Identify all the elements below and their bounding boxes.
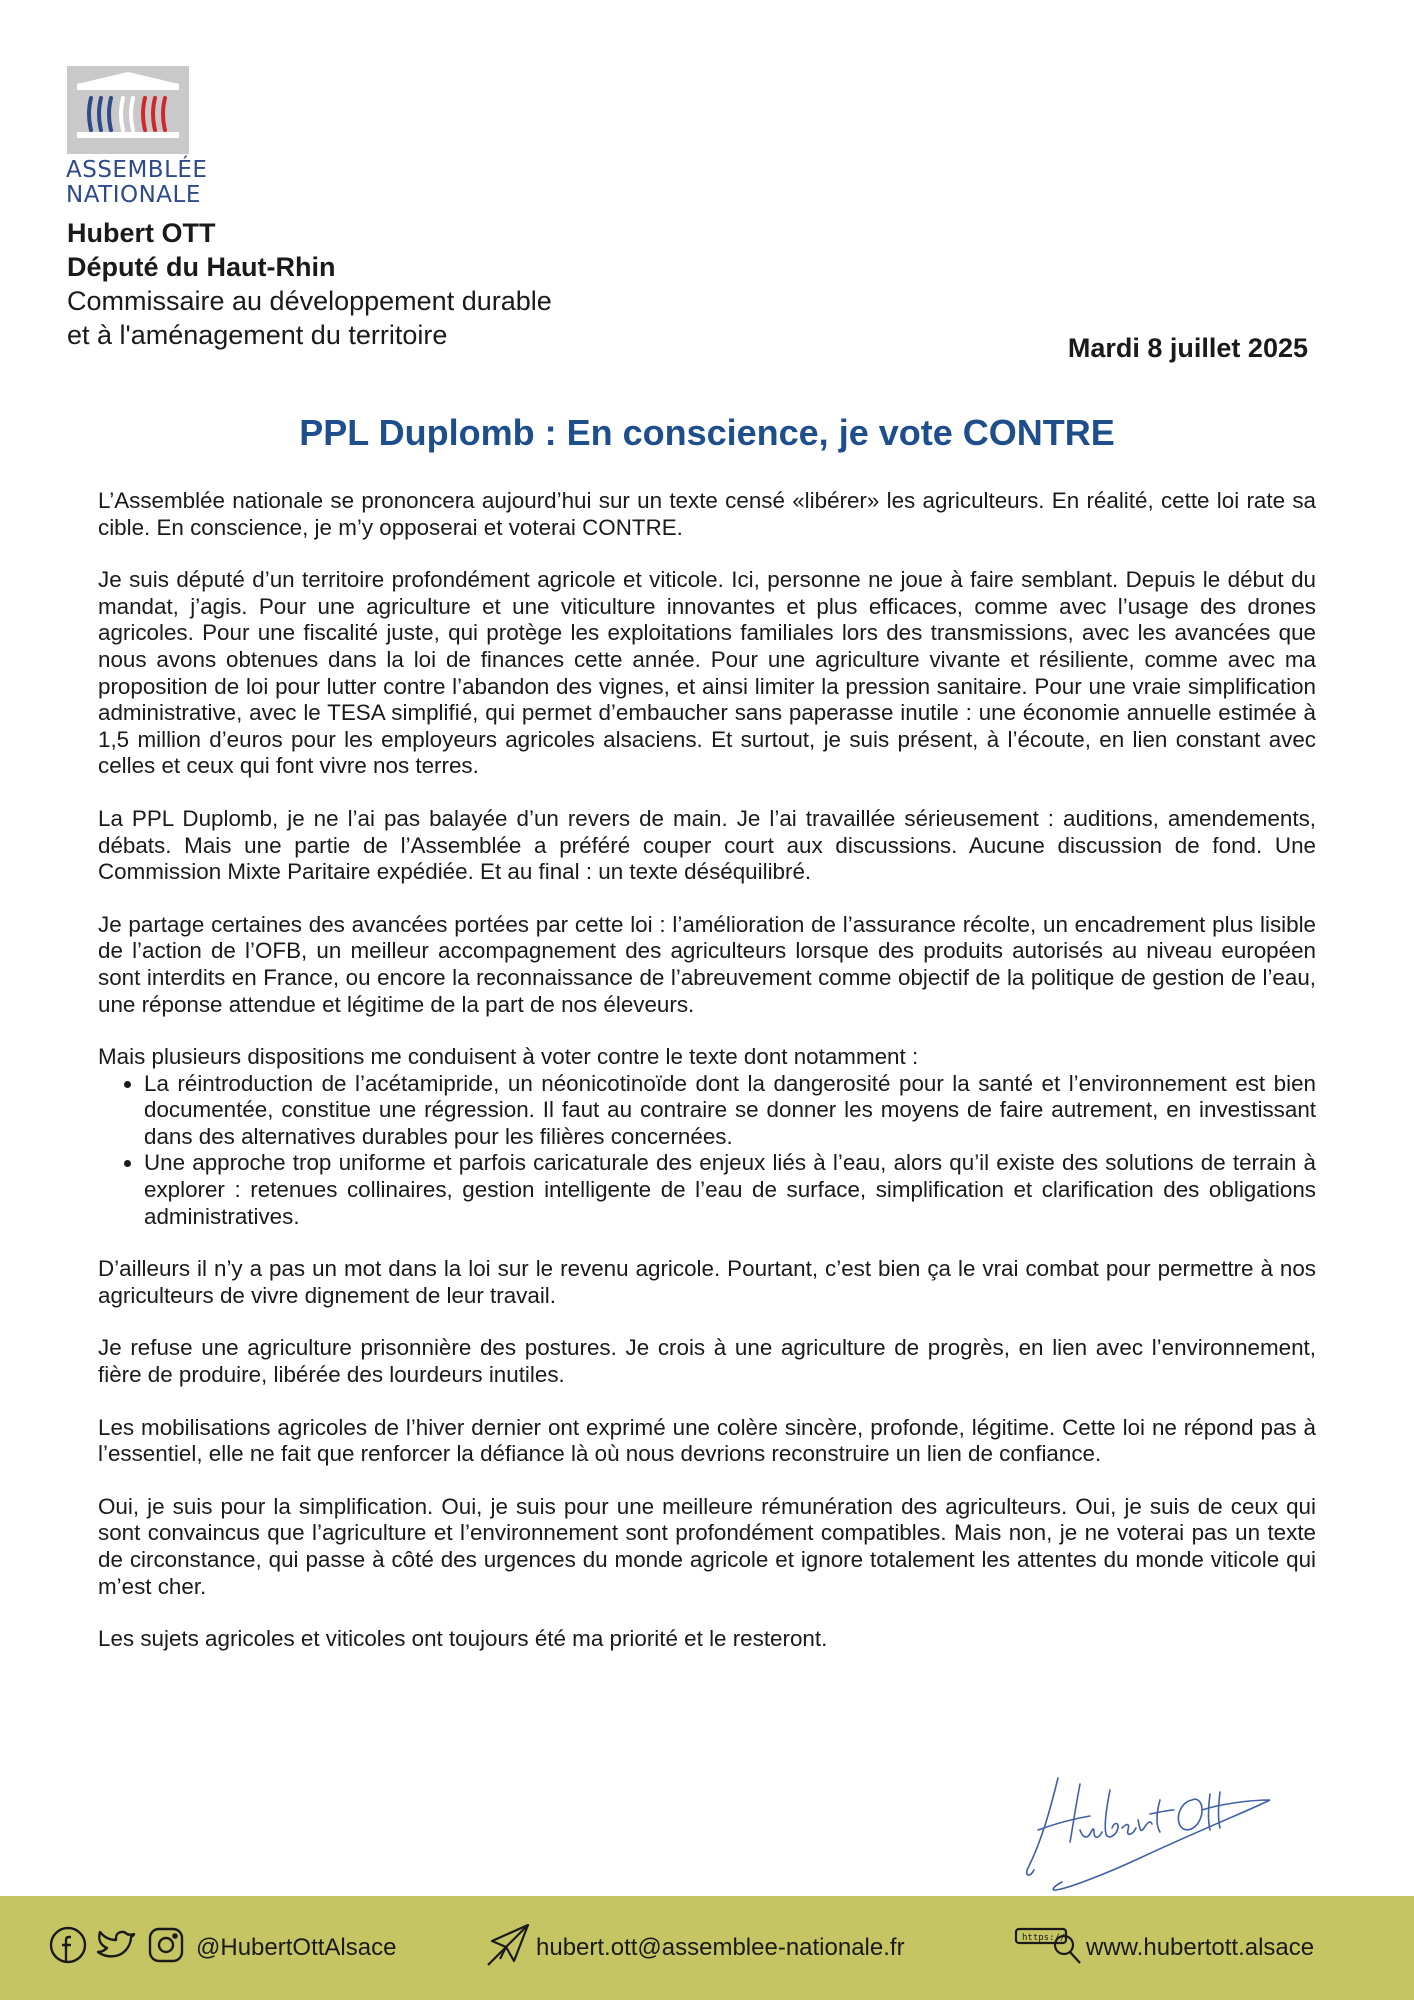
signature-image — [1020, 1770, 1280, 1895]
website-contact — [1014, 1896, 1314, 2000]
instagram-icon[interactable] — [146, 1925, 186, 1972]
bullet-list — [98, 1071, 1316, 1231]
facebook-icon[interactable] — [48, 1925, 88, 1972]
footer-bar — [0, 1896, 1414, 2000]
paragraph: D’ailleurs il n’y a pas un mot dans la loi sur le revenu agricole. Pourtant, c’est bien ça le vrai combat pour permettre à nos agriculteurs de vivre dignement de leur travail. — [98, 1256, 1316, 1308]
identity-block — [67, 216, 552, 352]
social-handle[interactable]: @HubertOttAlsace — [196, 1934, 397, 1961]
list-item: • Une approche trop uniforme et parfois caricaturale des enjeux liés à l’eau, alors qu’il existe des solutions de terrain à explorer : retenues collinaires, gestion intelligente de l’eau de surface, simplification et clarification des obligations administratives. — [144, 1150, 1316, 1230]
paragraph: Je suis député d’un territoire profondément agricole et viticole. Ici, personne ne joue à faire semblant. Depuis le début du mandat, j’agis. Pour une agriculture et une viticulture innovantes et plus efficaces, comme avec l’usage des drones agricoles. Pour une fiscalité juste, qui protège les exploitations familiales lors des transmissions, avec les avancées que nous avons obtenues dans la loi de finances cette année. Pour une agriculture vivante et résiliente, comme avec ma proposition de loi pour lutter contre l’abandon des vignes, et ainsi limiter la pression sanitaire. Pour une vraie simplification administrative, avec le TESA simplifié, qui permet d’embaucher sans paperasse inutile : une économie annuelle estimée à 1,5 million d’euros pour les employeurs agricoles alsaciens. Et surtout, je suis présent, à l’écoute, en lien constant avec celles et ceux qui font vivre nos terres. — [98, 567, 1316, 779]
document-title: PPL Duplomb : En conscience, je vote CONTRE — [299, 412, 1115, 453]
closing-paragraph: Les sujets agricoles et viticoles ont toujours été ma priorité et le resteront. — [98, 1626, 828, 1652]
assemblee-nationale-logo — [66, 66, 222, 208]
twitter-icon[interactable] — [96, 1925, 138, 1972]
paper-plane-icon — [484, 1921, 532, 1976]
url-search-icon — [1014, 1921, 1084, 1976]
paragraph: Mais plusieurs dispositions me conduisent à voter contre le texte dont notamment : — [98, 1044, 919, 1070]
email-address[interactable]: hubert.ott@assemblee-nationale.fr — [536, 1934, 905, 1961]
paragraph: Oui, je suis pour la simplification. Oui, je suis pour une meilleure rémunération des agriculteurs. Oui, je suis de ceux qui sont convaincus que l’agriculture et l’environnement sont profondément compatibles. Mais non, je ne voterai pas un texte de circonstance, qui passe à côté des urgences du monde agricole et ignore totalement les attentes du monde viticole qui m’est cher. — [98, 1493, 1316, 1599]
paragraph: Je refuse une agriculture prisonnière des postures. Je crois à une agriculture de progrès, en lien avec l’environnement, fière de produire, libérée des lourdeurs inutiles. — [98, 1335, 1316, 1388]
hemicycle-icon — [67, 66, 189, 154]
paragraph: La PPL Duplomb, je ne l’ai pas balayée d’un revers de main. Je l’ai travaillée sérieusement : auditions, amendements, débats. Mais une partie de l’Assemblée a préféré couper court aux discussions. Aucune discussion de fond. Une Commission Mixte Paritaire expédiée. Et au final : un texte déséquilibré. — [98, 805, 1316, 885]
paragraph: L’Assemblée nationale se prononcera aujourd’hui sur un texte censé «libérer» les agriculteurs. En réalité, cette loi rate sa cible. En conscience, je m’y opposerai et voterai CONTRE. — [98, 488, 1316, 540]
deputy-title: Député du Haut-Rhin — [67, 252, 336, 282]
social-links — [48, 1896, 396, 2000]
paragraph: Les mobilisations agricoles de l’hiver dernier ont exprimé une colère sincère, profonde, légitime. Cette loi ne répond pas à l’essentiel, elle ne fait que renforcer la défiance là où nous devrions reconstruire un lien de confiance. — [98, 1414, 1316, 1467]
letter-body — [98, 488, 1316, 1679]
commission-line-1: Commissaire au développement durable — [67, 286, 552, 316]
deputy-name: Hubert OTT — [67, 218, 216, 248]
document-date: Mardi 8 juillet 2025 — [1067, 333, 1308, 363]
email-contact — [484, 1896, 905, 2000]
logo-text: ASSEMBLÉE NATIONALE — [66, 157, 208, 208]
paragraph: Je partage certaines des avancées portées par cette loi : l’amélioration de l’assurance récolte, un encadrement plus lisible de l’action de l’OFB, un meilleur accompagnement des agriculteurs lorsque des produits autorisés au niveau européen sont interdits en France, ou encore la reconnaissance de l’abreuvement comme objectif de la politique de gestion de l’eau, une réponse attendue et légitime de la part de nos éleveurs. — [98, 911, 1316, 1017]
commission-line-2: et à l'aménagement du territoire — [67, 320, 448, 350]
url-badge-text: https:// — [1022, 1932, 1066, 1943]
list-item: • La réintroduction de l’acétamipride, un néonicotinoïde dont la dangerosité pour la santé et l’environnement est bien documentée, constitue une régression. Il faut au contraire se donner les moyens de faire autrement, en investissant dans des alternatives durables pour les filières concernées. — [144, 1071, 1316, 1151]
website-address[interactable]: www.hubertott.alsace — [1086, 1934, 1315, 1961]
